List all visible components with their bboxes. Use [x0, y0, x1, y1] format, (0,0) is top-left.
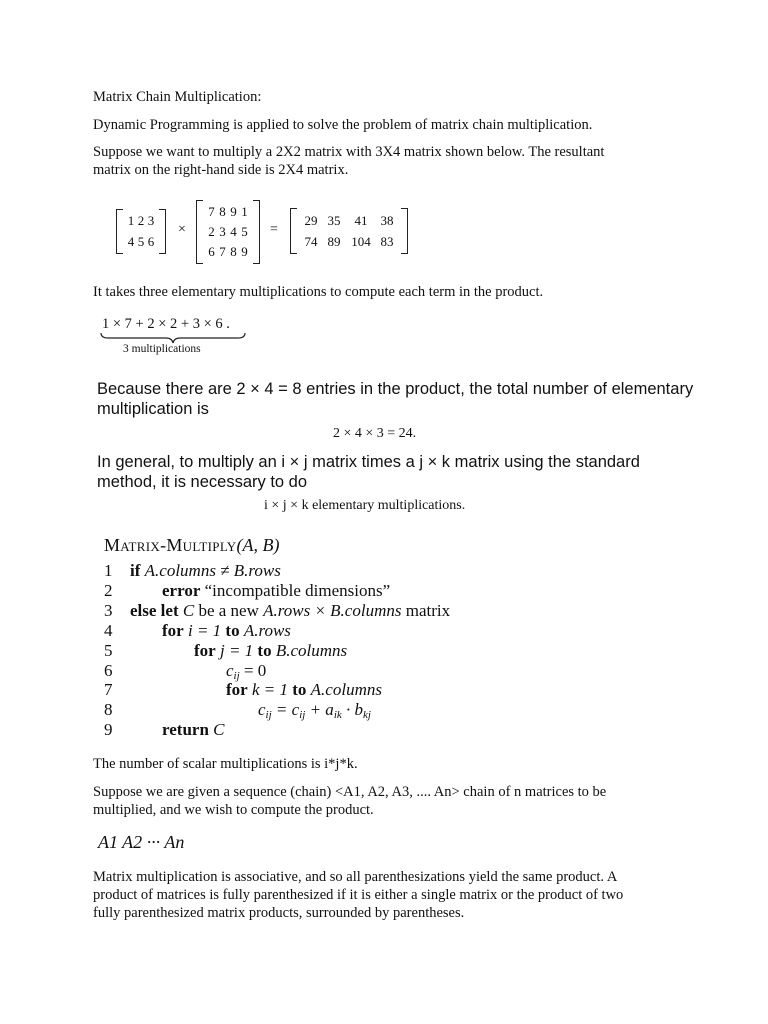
associative-line-1: Matrix multiplication is associative, and so all parenthesizations yield the same product. A [93, 869, 618, 885]
matrix-b-cell: 9 [230, 204, 237, 219]
document-page: Matrix Chain Multiplication: Dynamic Programming is applied to solve the problem of matrix chain multiplication. Suppose we want to multiply a 2X2 matrix with 3X4 matrix shown below. The resultant matrix on the right-hand side is 2X4 matrix. 1 2 3 4 5 6 × 7 8 9 1 2 3 4 5 6 7 8 9 = 29 35 41 38 74 89 104 83 It takes three elementary multiplications to compute each term in the product. 1 × 7 + 2 × 2 + 3 × 6 . 3 multiplications Because there are 2 × 4 = 8 entries in the product, the total number of elementary multiplication is 2 × 4 × 3 = 24. In general, to multiply an i × j matrix times a j × k matrix using the standard method, it is necessary to do i × j × k elementary multiplications. Matrix-Multiply(A, B) 1 if A.columns ≠ B.rows 2 error “incompatible dimensions” 3 else let C be a new A.rows × B.columns matrix 4 for i = 1 to A.rows 5 for j = 1 to B.columns 6 $c_{ij} = 0$ 7 for k = 1 to A.columns 8 $c_{ij} = c_{ij} + a_{ik} \cdot b_{kj}$ 9 return C The number of scalar multiplications is i*j*k. Suppose we are given a sequence (chain) <A1, A2, A3, .... An> chain of n matrices to be multiplied, and we wish to compute the product. A1 A2 ··· An Matrix multiplication is associative, and so all parenthesizations yield the same product. A product of matrices is fully parenthesized if it is either a single matrix or the product of two fully parenthesized matrix products, surrounded by parentheses. [93, 89, 694, 921]
matrix-c [290, 208, 408, 254]
matrix-b-cell: 6 [208, 244, 215, 259]
matrix-a-cell: 1 [127, 213, 135, 229]
brace-label: 3 multiplications [123, 343, 201, 355]
matrix-b-cell: 7 [219, 244, 226, 259]
general-line-2: method, it is necessary to do [97, 473, 308, 491]
matrix-b-cell: 1 [241, 204, 248, 219]
equals-symbol: = [270, 222, 278, 237]
matrix-b-cell: 5 [241, 224, 248, 239]
matrix-c-cell: 35 [327, 212, 341, 228]
matrix-b-cell: 3 [219, 224, 226, 239]
doc-heading: Matrix Chain Multiplication: [93, 89, 262, 105]
matrix-c-cell: 104 [351, 233, 371, 249]
suppose-line-2: matrix on the right-hand side is 2X4 matrix. [93, 162, 349, 178]
matrix-a [116, 209, 166, 254]
sequence-line-1: Suppose we are given a sequence (chain) <A1, A2, A3, .... An> chain of n matrices to be [93, 784, 607, 800]
associative-line-3: fully parenthesized matrix products, surrounded by parentheses. [93, 905, 465, 921]
matrix-a-cell: 3 [147, 213, 155, 229]
matrix-b-cell: 9 [241, 244, 248, 259]
algorithm-title: Matrix-Multiply(A, B) [104, 535, 280, 555]
matrix-b [196, 200, 260, 264]
matrix-multiply-algorithm [104, 535, 279, 556]
because-line-1: Because there are 2 × 4 = 8 entries in the product, the total number of elementary [97, 380, 694, 398]
equation-24: 2 × 4 × 3 = 24. [333, 426, 417, 441]
scalar-paragraph: The number of scalar multiplications is i*j*k. [93, 756, 358, 772]
matrix-a-cell: 4 [127, 233, 135, 249]
sequence-line-2: multiplied, and we wish to compute the product. [93, 802, 374, 818]
three-mult-paragraph: It takes three elementary multiplications to compute each term in the product. [93, 284, 544, 300]
matrix-c-cell: 29 [304, 212, 318, 228]
matrix-c-cell: 41 [354, 212, 368, 228]
matrix-a-cell: 5 [137, 233, 145, 249]
matrix-c-cell: 74 [304, 233, 318, 249]
ijk-elementary: i × j × k elementary multiplications. [264, 498, 466, 513]
term-expression: 1 × 7 + 2 × 2 + 3 × 6 . [102, 316, 230, 332]
matrix-c-cell: 38 [380, 212, 394, 228]
matrix-b-cell: 4 [230, 224, 237, 239]
matrix-b-cell: 8 [230, 244, 237, 259]
matrix-b-cell: 8 [219, 204, 226, 219]
matrix-b-cell: 7 [208, 204, 215, 219]
matrix-c-cell: 89 [327, 233, 341, 249]
times-symbol: × [178, 222, 186, 237]
suppose-line-1: Suppose we want to multiply a 2X2 matrix with 3X4 matrix shown below. The resultant [93, 144, 605, 160]
matrix-c-cell: 83 [380, 233, 394, 249]
because-line-2: multiplication is [97, 400, 209, 418]
matrix-a-cell: 2 [137, 213, 145, 229]
intro-paragraph: Dynamic Programming is applied to solve the problem of matrix chain multiplication. [93, 117, 593, 133]
product-expression: A1 A2 ··· An [98, 832, 185, 852]
associative-line-2: product of matrices is fully parenthesized if it is either a single matrix or the product of two [93, 887, 624, 903]
matrix-b-cell: 2 [208, 224, 215, 239]
general-line-1: In general, to multiply an i × j matrix times a j × k matrix using the standard [97, 453, 640, 471]
matrix-a-cell: 6 [147, 233, 155, 249]
